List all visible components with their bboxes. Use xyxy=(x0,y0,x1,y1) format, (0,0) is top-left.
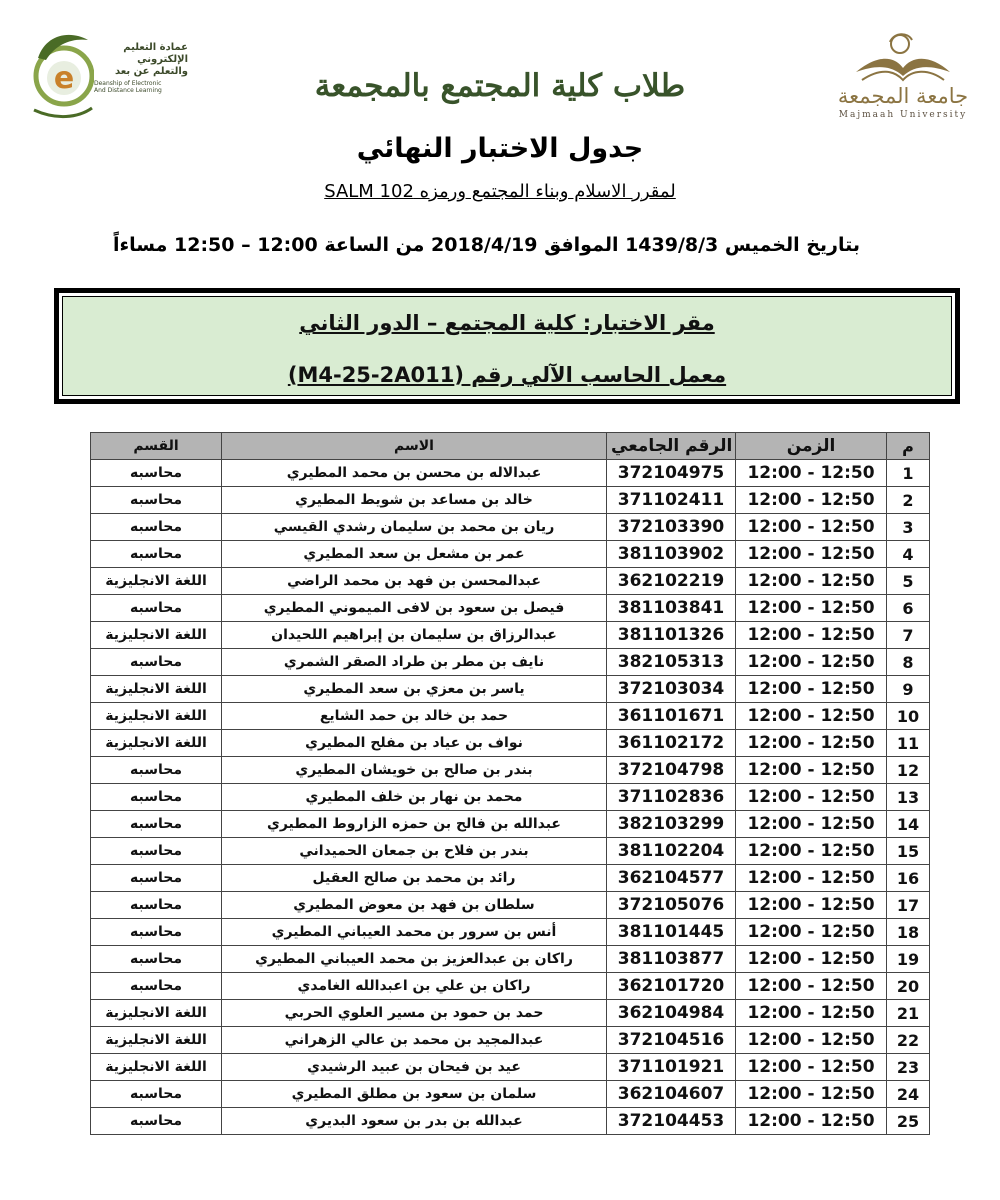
row-dept: اللغة الانجليزية xyxy=(91,1000,222,1027)
row-student-name: سلطان بن فهد بن معوض المطيري xyxy=(222,892,607,919)
header-time: الزمن xyxy=(736,433,887,460)
row-dept: اللغة الانجليزية xyxy=(91,1027,222,1054)
row-dept: اللغة الانجليزية xyxy=(91,1054,222,1081)
row-time: 12:00 - 12:50 xyxy=(736,892,887,919)
row-student-name: بندر بن صالح بن خويشان المطيري xyxy=(222,757,607,784)
row-student-id: 381102204 xyxy=(607,838,736,865)
row-time: 12:00 - 12:50 xyxy=(736,1027,887,1054)
row-student-id: 362104984 xyxy=(607,1000,736,1027)
row-num: 2 xyxy=(887,487,930,514)
row-student-id: 361102172 xyxy=(607,730,736,757)
row-student-id: 381101445 xyxy=(607,919,736,946)
table-row xyxy=(91,676,930,703)
row-student-id: 371101921 xyxy=(607,1054,736,1081)
table-row xyxy=(91,730,930,757)
row-dept: اللغة الانجليزية xyxy=(91,622,222,649)
table-row xyxy=(91,460,930,487)
row-num: 12 xyxy=(887,757,930,784)
table-row xyxy=(91,541,930,568)
row-dept: محاسبه xyxy=(91,892,222,919)
row-student-name: عبدالمجيد بن محمد بن عالي الزهراني xyxy=(222,1027,607,1054)
row-dept: محاسبه xyxy=(91,811,222,838)
row-student-name: حمد بن خالد بن حمد الشايع xyxy=(222,703,607,730)
table-header-row xyxy=(91,433,930,460)
open-book-icon xyxy=(818,28,988,84)
table-row xyxy=(91,1054,930,1081)
row-dept: محاسبه xyxy=(91,973,222,1000)
row-time: 12:00 - 12:50 xyxy=(736,541,887,568)
row-student-name: سلمان بن سعود بن مطلق المطيري xyxy=(222,1081,607,1108)
row-student-name: راكان بن عبدالعزيز بن محمد العيباني المطيري xyxy=(222,946,607,973)
logo-left-ar-2: الإلكتروني xyxy=(137,54,188,65)
row-time: 12:00 - 12:50 xyxy=(736,649,887,676)
row-student-name: عيد بن فيحان بن عبيد الرشيدي xyxy=(222,1054,607,1081)
row-student-id: 362104607 xyxy=(607,1081,736,1108)
row-student-name: أنس بن سرور بن محمد العيباني المطيري xyxy=(222,919,607,946)
logo-left-en-2: And Distance Learning xyxy=(94,87,162,94)
row-time: 12:00 - 12:50 xyxy=(736,730,887,757)
row-time: 12:00 - 12:50 xyxy=(736,838,887,865)
row-time: 12:00 - 12:50 xyxy=(736,1081,887,1108)
row-num: 7 xyxy=(887,622,930,649)
row-dept: محاسبه xyxy=(91,487,222,514)
row-num: 11 xyxy=(887,730,930,757)
row-student-id: 362101720 xyxy=(607,973,736,1000)
row-num: 23 xyxy=(887,1054,930,1081)
row-student-id: 371102411 xyxy=(607,487,736,514)
table-row xyxy=(91,568,930,595)
table-body xyxy=(91,460,930,1135)
venue-line-2: معمل الحاسب الآلي رقم (M4-25-2A011) xyxy=(287,363,727,387)
row-num: 6 xyxy=(887,595,930,622)
row-dept: محاسبه xyxy=(91,595,222,622)
row-dept: محاسبه xyxy=(91,865,222,892)
table-row xyxy=(91,811,930,838)
row-time: 12:00 - 12:50 xyxy=(736,1000,887,1027)
row-time: 12:00 - 12:50 xyxy=(736,703,887,730)
row-num: 19 xyxy=(887,946,930,973)
row-student-id: 371102836 xyxy=(607,784,736,811)
row-time: 12:00 - 12:50 xyxy=(736,676,887,703)
deanship-logo xyxy=(28,28,188,120)
row-dept: محاسبه xyxy=(91,757,222,784)
row-num: 24 xyxy=(887,1081,930,1108)
logo-left-ar-3: والتعلم عن بعد xyxy=(114,66,188,77)
row-student-id: 362102219 xyxy=(607,568,736,595)
row-num: 10 xyxy=(887,703,930,730)
row-num: 25 xyxy=(887,1108,930,1135)
table-row xyxy=(91,514,930,541)
e-learning-logo-icon xyxy=(28,28,94,120)
row-student-id: 372105076 xyxy=(607,892,736,919)
row-time: 12:00 - 12:50 xyxy=(736,811,887,838)
table-row xyxy=(91,919,930,946)
row-num: 9 xyxy=(887,676,930,703)
table-row xyxy=(91,973,930,1000)
row-dept: محاسبه xyxy=(91,460,222,487)
row-student-id: 372104798 xyxy=(607,757,736,784)
row-student-name: عبدالمحسن بن فهد بن محمد الراضي xyxy=(222,568,607,595)
row-student-name: نواف بن عياد بن مفلح المطيري xyxy=(222,730,607,757)
date-line: بتاريخ الخميس 1439/8/3 الموافق 2018/4/19 من الساعة 12:00 – 12:50 مساءاً xyxy=(112,234,860,256)
row-time: 12:00 - 12:50 xyxy=(736,487,887,514)
table-row xyxy=(91,1108,930,1135)
course-line: لمقرر الاسلام وبناء المجتمع ورمزه SALM 102 xyxy=(324,181,676,202)
row-time: 12:00 - 12:50 xyxy=(736,622,887,649)
row-student-id: 372104453 xyxy=(607,1108,736,1135)
row-time: 12:00 - 12:50 xyxy=(736,973,887,1000)
table-row xyxy=(91,757,930,784)
row-time: 12:00 - 12:50 xyxy=(736,865,887,892)
row-student-id: 381103841 xyxy=(607,595,736,622)
table-row xyxy=(91,838,930,865)
row-student-name: عبدالرزاق بن سليمان بن إبراهيم اللحيدان xyxy=(222,622,607,649)
header-name: الاسم xyxy=(222,433,607,460)
row-student-name: رائد بن محمد بن صالح العقيل xyxy=(222,865,607,892)
row-student-name: حمد بن حمود بن مسير العلوي الحربي xyxy=(222,1000,607,1027)
row-student-name: عبدالله بن بدر بن سعود البديري xyxy=(222,1108,607,1135)
row-dept: محاسبه xyxy=(91,946,222,973)
row-num: 8 xyxy=(887,649,930,676)
row-num: 18 xyxy=(887,919,930,946)
table-row xyxy=(91,622,930,649)
row-time: 12:00 - 12:50 xyxy=(736,757,887,784)
table-row xyxy=(91,1000,930,1027)
venue-box xyxy=(54,288,960,404)
header-dept: القسم xyxy=(91,433,222,460)
svg-text:e: e xyxy=(53,61,75,96)
row-student-name: فيصل بن سعود بن لافى الميموني المطيري xyxy=(222,595,607,622)
row-student-id: 381103902 xyxy=(607,541,736,568)
table-row xyxy=(91,487,930,514)
row-dept: محاسبه xyxy=(91,838,222,865)
row-num: 17 xyxy=(887,892,930,919)
row-student-name: ريان بن محمد بن سليمان رشدي القيسي xyxy=(222,514,607,541)
row-num: 3 xyxy=(887,514,930,541)
row-dept: محاسبه xyxy=(91,1108,222,1135)
row-num: 21 xyxy=(887,1000,930,1027)
row-dept: محاسبه xyxy=(91,541,222,568)
row-num: 4 xyxy=(887,541,930,568)
row-time: 12:00 - 12:50 xyxy=(736,1108,887,1135)
row-num: 14 xyxy=(887,811,930,838)
row-student-id: 372103390 xyxy=(607,514,736,541)
row-student-name: عبدالله بن فالح بن حمزه الزاروط المطيري xyxy=(222,811,607,838)
row-num: 13 xyxy=(887,784,930,811)
venue-box-inner xyxy=(62,296,952,396)
row-time: 12:00 - 12:50 xyxy=(736,946,887,973)
row-student-id: 382103299 xyxy=(607,811,736,838)
row-dept: اللغة الانجليزية xyxy=(91,703,222,730)
row-time: 12:00 - 12:50 xyxy=(736,1054,887,1081)
row-student-name: بندر بن فلاح بن جمعان الحميداني xyxy=(222,838,607,865)
row-student-name: عمر بن مشعل بن سعد المطيري xyxy=(222,541,607,568)
table-row xyxy=(91,649,930,676)
venue-line-1: مقر الاختبار: كلية المجتمع – الدور الثاني xyxy=(299,311,715,335)
row-num: 15 xyxy=(887,838,930,865)
row-student-name: عبدالاله بن محسن بن محمد المطيري xyxy=(222,460,607,487)
row-dept: اللغة الانجليزية xyxy=(91,568,222,595)
row-student-name: خالد بن مساعد بن شويط المطيري xyxy=(222,487,607,514)
table-row xyxy=(91,703,930,730)
row-student-name: محمد بن نهار بن خلف المطيري xyxy=(222,784,607,811)
exam-schedule-table xyxy=(90,432,930,1135)
row-student-id: 372103034 xyxy=(607,676,736,703)
university-logo xyxy=(818,28,988,128)
logo-left-en-1: Deanship of Electronic xyxy=(94,80,162,87)
row-dept: محاسبه xyxy=(91,1081,222,1108)
row-dept: محاسبه xyxy=(91,784,222,811)
row-student-name: نايف بن مطر بن طراد الصقر الشمري xyxy=(222,649,607,676)
row-student-name: راكان بن علي بن اعبدالله الغامدي xyxy=(222,973,607,1000)
table-row xyxy=(91,892,930,919)
row-student-id: 362104577 xyxy=(607,865,736,892)
logo-left-ar-1: عمادة التعليم xyxy=(123,42,188,53)
page-title: طلاب كلية المجتمع بالمجمعة xyxy=(314,68,686,104)
row-time: 12:00 - 12:50 xyxy=(736,919,887,946)
row-time: 12:00 - 12:50 xyxy=(736,595,887,622)
row-student-name: ياسر بن معزي بن سعد المطيري xyxy=(222,676,607,703)
row-num: 22 xyxy=(887,1027,930,1054)
row-dept: محاسبه xyxy=(91,649,222,676)
row-time: 12:00 - 12:50 xyxy=(736,568,887,595)
table-row xyxy=(91,1027,930,1054)
row-dept: اللغة الانجليزية xyxy=(91,730,222,757)
row-student-id: 381101326 xyxy=(607,622,736,649)
page-subtitle: جدول الاختبار النهائي xyxy=(356,133,644,164)
row-time: 12:00 - 12:50 xyxy=(736,514,887,541)
row-dept: محاسبه xyxy=(91,919,222,946)
row-num: 1 xyxy=(887,460,930,487)
header-id: الرقم الجامعي xyxy=(607,433,736,460)
header-num: م xyxy=(887,433,930,460)
row-num: 5 xyxy=(887,568,930,595)
table-row xyxy=(91,1081,930,1108)
university-name-en: Majmaah University xyxy=(838,110,968,120)
row-student-id: 372104975 xyxy=(607,460,736,487)
row-student-id: 381103877 xyxy=(607,946,736,973)
row-dept: اللغة الانجليزية xyxy=(91,676,222,703)
row-dept: محاسبه xyxy=(91,514,222,541)
row-student-id: 372104516 xyxy=(607,1027,736,1054)
row-student-id: 382105313 xyxy=(607,649,736,676)
table-row xyxy=(91,595,930,622)
table-row xyxy=(91,865,930,892)
row-num: 20 xyxy=(887,973,930,1000)
row-student-id: 361101671 xyxy=(607,703,736,730)
row-time: 12:00 - 12:50 xyxy=(736,784,887,811)
table-row xyxy=(91,784,930,811)
row-time: 12:00 - 12:50 xyxy=(736,460,887,487)
university-name-ar: جامعة المجمعة xyxy=(837,84,969,108)
table-row xyxy=(91,946,930,973)
row-num: 16 xyxy=(887,865,930,892)
